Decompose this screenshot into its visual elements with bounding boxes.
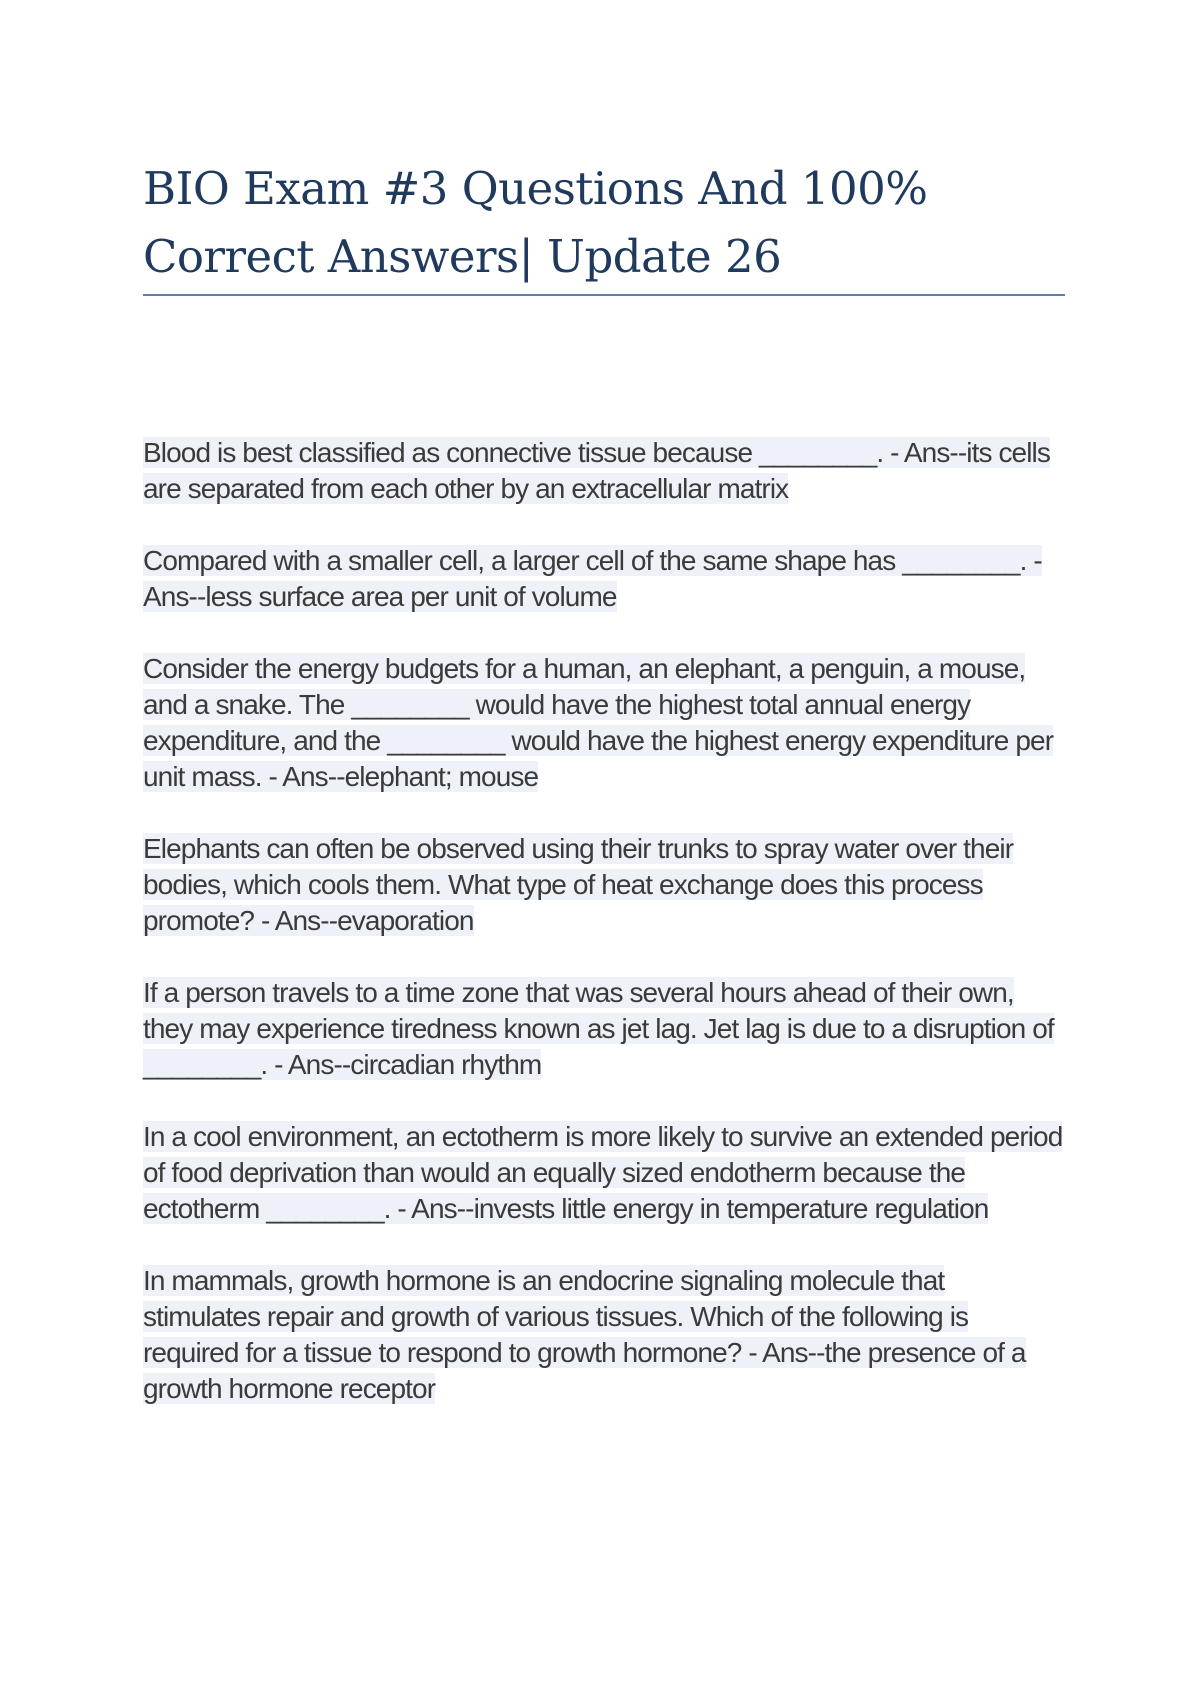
qa-item: [143, 651, 1068, 795]
document-title: BIO Exam #3 Questions And 100% Correct Answers| Update 26: [143, 162, 928, 283]
qa-text: Consider the energy budgets for a human, an elephant, a penguin, a mouse, and a snake. The ________ would have the highest total annual energy expenditure, and the ________ would have the highest energy expenditure per unit mass. - Ans--elephant; mouse: [143, 653, 1054, 792]
qa-item: [143, 831, 1068, 939]
qa-item: [143, 1263, 1068, 1407]
qa-item: [143, 975, 1068, 1083]
title-block: [143, 155, 1065, 291]
qa-text: If a person travels to a time zone that was several hours ahead of their own, they may experience tiredness known as jet lag. Jet lag is due to a disruption of ________. - Ans--circadian rhythm: [143, 977, 1054, 1080]
qa-text: Elephants can often be observed using their trunks to spray water over their bodies, which cools them. What type of heat exchange does this process promote? - Ans--evaporation: [143, 833, 1014, 936]
qa-item: [143, 1119, 1068, 1227]
qa-text: Blood is best classified as connective tissue because ________. - Ans--its cells are separated from each other by an extracellular matrix: [143, 437, 1050, 504]
qa-item: [143, 543, 1068, 615]
qa-text: In mammals, growth hormone is an endocrine signaling molecule that stimulates repair and growth of various tissues. Which of the following is required for a tissue to respond to growth hormone? - Ans--the presence of a growth hormone receptor: [143, 1265, 1026, 1404]
qa-text: Compared with a smaller cell, a larger cell of the same shape has ________. - Ans--less surface area per unit of volume: [143, 545, 1042, 612]
title-underline: [143, 294, 1065, 296]
qa-list: [143, 435, 1068, 1443]
qa-text: In a cool environment, an ectotherm is more likely to survive an extended period of food deprivation than would an equally sized endotherm because the ectotherm ________. - Ans--invests little energy in temperature regulation: [143, 1121, 1063, 1224]
qa-item: [143, 435, 1068, 507]
